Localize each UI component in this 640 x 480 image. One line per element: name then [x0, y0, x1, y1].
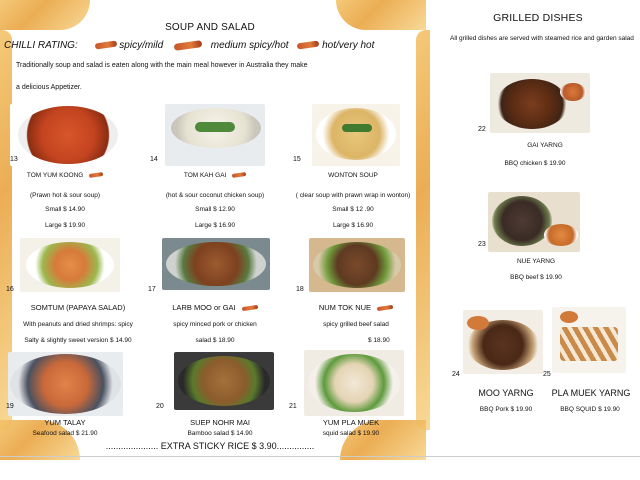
item-19-name: YUM TALAY [44, 418, 86, 427]
item-20-name: SUEP NOHR MAI [190, 418, 250, 427]
item-number-23: 23 [478, 241, 486, 248]
item-20-price: Bamboo salad $ 14.90 [187, 430, 253, 437]
item-14-name-text: TOM KAH GAI [183, 172, 227, 179]
chilli-rating-row [4, 40, 414, 51]
item-13-price-large: Large $ 19.90 [44, 222, 86, 229]
grilled-intro: All grilled dishes are served with steamed rice and garden salad [450, 35, 634, 42]
item-13-name [10, 172, 120, 179]
photo-pla-muek-yarng [552, 307, 626, 373]
photo-yum-talay [8, 352, 123, 416]
gold-ornament-top-right [336, 0, 426, 30]
grilled-dishes-title: GRILLED DISHES [493, 12, 583, 24]
photo-gai-yarng [490, 73, 590, 133]
gold-ornament-top-left [0, 0, 90, 30]
item-19-price: Seafood salad $ 21.90 [32, 430, 98, 437]
item-16-price: Salty & slightly sweet version $ 14.90 [24, 337, 132, 344]
chili-icon [89, 172, 103, 178]
soup-salad-title: SOUP AND SALAD [165, 22, 255, 33]
item-16-desc: With peanuts and dried shrimps: spicy [23, 321, 133, 328]
chili-icon [377, 305, 393, 311]
item-17-name [150, 303, 280, 312]
photo-suep-nohr-mai [174, 352, 274, 410]
item-number-18: 18 [296, 286, 304, 293]
item-21-name: YUM PLA MUEK [322, 418, 380, 427]
item-14-price-large: Large $ 16.90 [194, 222, 236, 229]
photo-somtum [20, 238, 120, 292]
gold-ornament-right [416, 30, 430, 430]
item-17-price: salad $ 18.90 [195, 337, 235, 344]
photo-wonton-soup [312, 104, 400, 166]
item-13-price-small: Small $ 14.90 [45, 206, 85, 213]
intro-line-2: a delicious Appetizer. [16, 84, 82, 91]
photo-larb [162, 238, 270, 290]
extra-sticky-rice: ..................... EXTRA STICKY RICE $ 3.90............... [105, 441, 315, 451]
item-number-20: 20 [156, 403, 164, 410]
item-22-name: GAI YARNG [527, 142, 563, 149]
item-number-21: 21 [289, 403, 297, 410]
rating-mild: spicy/mild [119, 40, 164, 51]
chili-icon [242, 305, 258, 311]
item-13-name-text: TOM YUM KOONG [26, 172, 84, 179]
item-number-13: 13 [10, 156, 18, 163]
photo-num-tok-nue [309, 238, 405, 292]
chili-icon-mild [94, 41, 117, 50]
item-number-22: 22 [478, 126, 486, 133]
item-18-price: $ 18.90 [368, 337, 390, 344]
intro-line-1: Traditionally soup and salad is eaten along with the main meal however in Australia they make [16, 62, 308, 69]
item-23-name: NUE YARNG [516, 258, 556, 265]
item-18-desc: spicy grilled beef salad [323, 321, 389, 328]
item-24-price: BBQ Pork $ 19.90 [479, 406, 533, 413]
photo-tom-yum-koong [10, 104, 125, 166]
item-17-name-text: LARB MOO or GAI [172, 303, 236, 312]
photo-nue-yarng [488, 192, 580, 252]
item-13-desc: (Prawn hot & sour soup) [29, 192, 101, 199]
item-22-price: BBQ chicken $ 19.90 [504, 160, 566, 167]
item-number-15: 15 [293, 156, 301, 163]
item-25-price: BBQ SQUID $ 19.90 [560, 406, 620, 413]
rating-hot: hot/very hot [322, 40, 375, 51]
item-21-price: squid salad $ 19.90 [322, 430, 380, 437]
item-number-19: 19 [6, 403, 14, 410]
photo-tom-kah-gai [165, 104, 265, 166]
item-16-name: SOMTUM (PAPAYA SALAD) [30, 303, 126, 312]
item-14-price-small: Small $ 12.90 [195, 206, 235, 213]
item-15-price-large: Large $ 16.90 [332, 222, 374, 229]
item-15-name: WONTON SOUP [328, 172, 378, 179]
item-24-name: MOO YARNG [478, 388, 534, 398]
photo-yum-pla-muek [304, 350, 404, 416]
page-divider [0, 456, 640, 457]
chilli-rating-label: CHILLI RATING: [4, 40, 78, 51]
item-23-price: BBQ beef $ 19.90 [510, 274, 562, 281]
photo-moo-yarng [463, 310, 543, 374]
item-14-desc: (hot & sour coconut chicken soup) [165, 192, 265, 199]
item-18-name [296, 303, 416, 312]
item-number-14: 14 [150, 156, 158, 163]
item-number-24: 24 [452, 371, 460, 378]
item-25-name: PLA MUEK YARNG [551, 388, 631, 398]
item-15-price-small: Small $ 12 .90 [332, 206, 374, 213]
rating-medium: medium spicy/hot [210, 40, 289, 51]
chili-icon-hot-1 [297, 41, 320, 50]
item-14-name [150, 172, 280, 179]
item-number-16: 16 [6, 286, 14, 293]
item-number-25: 25 [543, 371, 551, 378]
item-15-desc: ( clear soup with prawn wrap in wonton) [295, 192, 411, 199]
chili-icon-medium [174, 40, 203, 51]
item-number-17: 17 [148, 286, 156, 293]
item-17-desc: spicy minced pork or chicken [173, 321, 257, 328]
chili-icon [232, 172, 246, 178]
item-18-name-text: NUM TOK NUE [318, 303, 372, 312]
